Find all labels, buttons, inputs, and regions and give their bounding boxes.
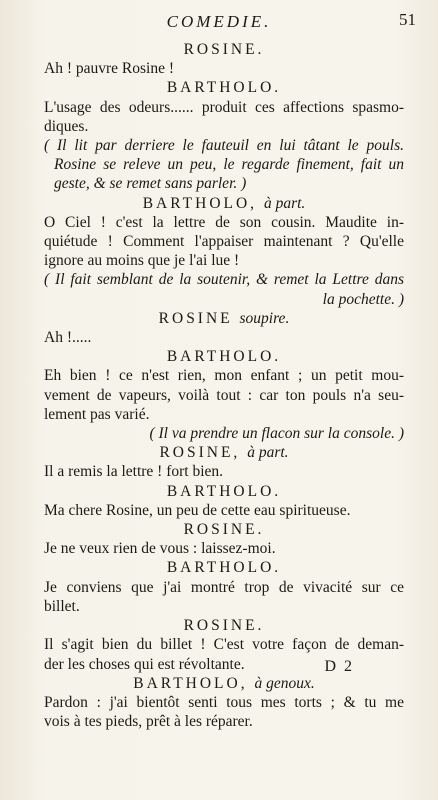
dialogue-line: Ma chere Rosine, un peu de cette eau spiritueuse. [44,501,351,519]
running-header [0,12,438,36]
dialogue-line: Il a remis la lettre ! fort bien. [44,463,224,481]
dialogue-line: Pardon : j'ai bientôt senti tous mes torts ; & tu me [44,693,404,711]
stage-direction-line: geste, & se remet sans parler. ) [54,175,247,193]
play-text [44,40,404,731]
speaker-name: ROSINE. [183,617,265,635]
speaker-heading [44,40,404,59]
speaker-name: BARTHOLO, [142,194,264,212]
dialogue-line: Ah ! pauvre Rosine ! [44,60,174,78]
dialogue-line: billet. [44,597,80,615]
running-title: COMEDIE. [166,12,272,31]
dialogue-line: Je conviens que j'ai montré trop de vivacité sur ce [44,578,404,596]
dialogue-line: O Ciel ! c'est la lettre de son cousin. Maudite in- [44,213,404,231]
dialogue-line: vois à tes pieds, prêt à les réparer. [44,713,253,731]
stage-direction-line: Rosine se releve un peu, le regarde finement, fait un [54,156,404,174]
speaker-name: BARTHOLO. [166,559,282,577]
dialogue-line: lement pas varié. [44,405,150,423]
speaker-heading [44,558,404,577]
speaker-heading [44,482,404,501]
speaker-name: ROSINE, [159,444,248,462]
stage-direction-line: ( Il lit par derriere le fauteuil en lui tâtant le pouls. [44,137,404,155]
dialogue-line: diques. [44,117,89,135]
speaker-heading [44,347,404,366]
dialogue-line: Eh bien ! ce n'est rien, mon enfant ; un petit mou- [44,367,404,385]
stage-direction-line: ( Il va prendre un flacon sur la console. ) [149,425,404,443]
speaker-heading [44,520,404,539]
speaker-heading [44,616,404,635]
speaker-direction: soupire. [239,309,290,327]
speaker-name: ROSINE [158,309,240,327]
speaker-name: ROSINE. [183,41,265,58]
speaker-direction: à part. [263,194,306,212]
speaker-direction: à genoux. [254,674,315,692]
dialogue-line: Il s'agit bien du billet ! C'est votre façon de deman- [44,636,404,654]
dialogue-line: vement de vapeurs, voilà tout : car ton pouls n'a seu- [44,386,404,404]
dialogue-line: ignore au moins que je l'ai lue ! [44,252,240,270]
dialogue-line: L'usage des odeurs...... produit ces affections spasmo- [44,98,404,116]
speaker-name: BARTHOLO. [166,348,282,366]
speaker-name: BARTHOLO, [133,674,255,692]
dialogue-line: der les choses qui est révoltante. [44,655,245,673]
dialogue-line: quiétude ! Comment l'appaiser maintenant ? Qu'elle [44,233,404,251]
stage-direction-line: la pochette. ) [322,290,404,308]
speaker-heading [44,309,404,328]
dialogue-line: Ah !..... [44,329,92,347]
dialogue-line: Je ne veux rien de vous : laissez-moi. [44,540,276,558]
speaker-heading [44,78,404,97]
stage-direction-line: ( Il fait semblant de la soutenir, & remet la Lettre dans [44,271,404,289]
page-number: 51 [399,10,416,29]
speaker-heading [44,674,404,693]
speaker-heading [44,443,404,462]
signature-mark: D 2 [324,658,354,675]
speaker-heading [44,194,404,213]
speaker-name: ROSINE. [183,521,265,539]
speaker-name: BARTHOLO. [166,79,282,97]
speaker-name: BARTHOLO. [166,482,282,500]
speaker-direction: à part. [247,444,289,462]
